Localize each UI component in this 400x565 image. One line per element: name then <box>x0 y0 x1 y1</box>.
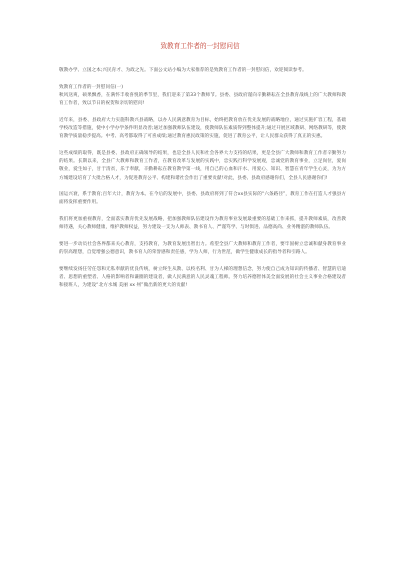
thanks-paragraph: 这些成绩的取得，既是县委、县政府正确领导的结果，也是全县人民和社会各界大力支持的结果，更是全县广大教师和教育工作者辛勤努力的结果。长期以来，全县广大教师和教育工作者，在教育改革与发展的实践中，忠实践行科学发展观，忠诚党的教育事业，立足岗位，爱岗敬业，爱生如子，甘于清贫，乐于奉献，辛勤耕耘在教育教学第一线，用自己的心血和汗水、用爱心、知识、智慧在青年学生心灵，为为方方城建设培育了大批合格人才，为促进教育公平、构建和谐社会作出了重要贡献!对此，县委、县政府感谢你们，全县人民感谢你们! <box>59 150 346 181</box>
achievements-paragraph: 近年来，县委、县政府大力实施科教兴县战略，以办人民满意教育为目标，始终把教育放在优先发展的战略地位，通过实施扩容工程，基础学校改造等措施，使中小学办学条件明显改善;通过加强教师队伍建设，使教师队伍素质得到整体提升;通过开展区域教研、网络教研等，使教育教学质量稳步提高。中考、高考都取得了可喜成绩;通过教育惠民政策的实施，促进了教育公平，让人民群众获得了真正的实惠。 <box>59 117 346 140</box>
appeal-paragraph: 要进一步动员社会各界都来关心教育，支持教育，为教育发展出智出力。希望全县广大教师和教育工作者，要牢固树立忠诚和献身教育事业的崇高理想，自觉增强公德意识，教书育人的荣誉感和责任感，学为人师，行为世范，做学生健康成长的指导者和引路人。 <box>59 242 346 256</box>
greeting-paragraph: 秋风送爽，硕果飘香，在满怀丰收喜悦的季节里，我们迎来了第33个教师节。县委、县政府谨向辛勤耕耘在全县教育战线上的广大教师和教育工作者，致以节日的祝贺和亲切的慰问! <box>59 92 346 107</box>
letter-heading: 致教育工作者的一封慰问信(一) <box>59 84 124 90</box>
document-title: 致教育工作者的一封慰问信 <box>160 42 240 50</box>
outlook-paragraph: 国运兴衰，系于教育;百年大计，教育为本。在今后的发展中，县委、县政府将到了符合xx县实际的“六条路径”，教育工作在打造人才强县方面将发挥重要作用。 <box>59 192 346 206</box>
closing-paragraph: 要继续发扬任劳任怨和无私奉献的优良传统，树立终生从教、以校名利、甘为人梯的理想信念，努力使自己成为知识的传播者、智慧的启迪者、思想的重塑者、人格的影响者和谦圈的建设者，做人民满意的人民灵魂工程师。努力培养德智体美全面发展的社会主义事业合格建设者和接班人，为建设“北方水城 美丽 xx 州”做出新的更大的贡献! <box>59 266 346 289</box>
intro-paragraph: 敬教办学、立国之本;兴民育才、为政之先。下面公文站小编为大家推荐的是致教育工作者的一封慰问信，欢迎阅读参考。 <box>59 68 307 73</box>
document-body <box>59 67 346 299</box>
commitment-paragraph: 我们将更加重视教育，全面落实教育优先发展战略，把加强教师队伍建设作为教育事业发展最重要的基础工作来抓，提升教师素质，改善教师待遇，关心教师健康，维护教师权益，努力建设一支为人师表、教书育人、严谨笃学、与时俱进、品德高尚、业务精湛的教师队伍。 <box>59 217 346 231</box>
